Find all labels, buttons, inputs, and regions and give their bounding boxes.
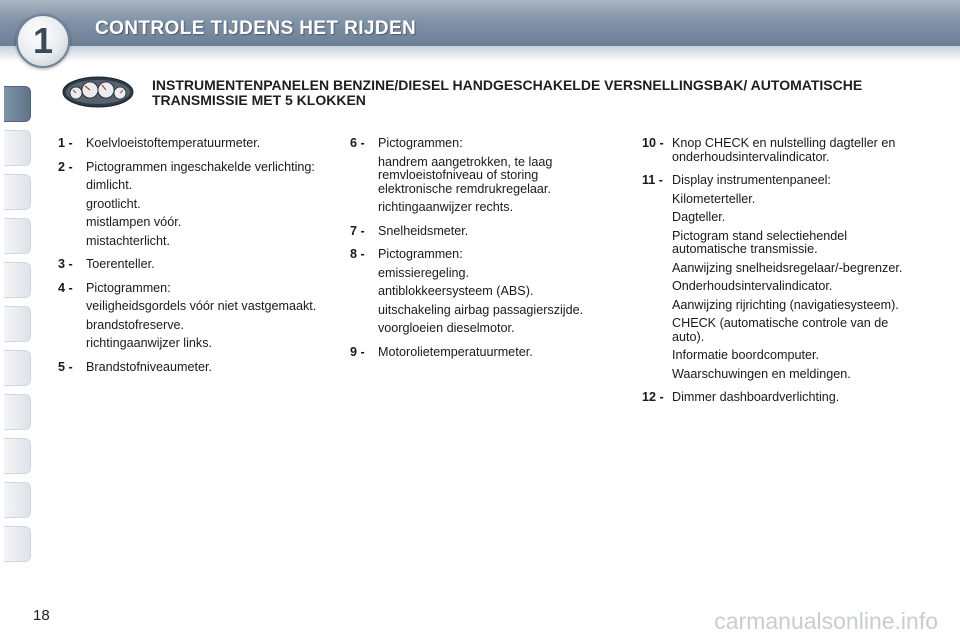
entry-number: 9 - xyxy=(350,344,365,359)
entry-subitem: Pictogram stand selectiehendel automatische transmissie. xyxy=(672,228,848,256)
entry-number: 5 - xyxy=(58,359,73,374)
entry-subitem: dimlicht. xyxy=(86,178,133,192)
entry-subitem: antiblokkeersysteem (ABS). xyxy=(378,284,534,298)
entry-number: 11 - xyxy=(642,173,664,187)
legend-entry xyxy=(642,391,910,405)
entry-subitem: Dagteller. xyxy=(672,210,726,224)
chapter-tab[interactable] xyxy=(4,482,31,518)
entry-subitem: emissieregeling. xyxy=(378,265,469,280)
entry-text: Koelvloeistoftemperatuurmeter. xyxy=(86,136,261,150)
legend-entry xyxy=(58,282,318,351)
chapter-tab[interactable] xyxy=(4,350,31,386)
entry-text: Knop CHECK en nulstelling dagteller en onderhoudsintervalindicator. xyxy=(672,136,896,164)
watermark: carmanualsonline.info xyxy=(714,608,938,634)
chapter-tab-active[interactable] xyxy=(4,86,31,122)
entry-text: Pictogrammen: xyxy=(378,247,463,261)
entry-number: 3 - xyxy=(58,257,73,271)
entry-number: 10 - xyxy=(642,136,664,150)
entry-number: 1 - xyxy=(58,136,73,150)
legend-column-2 xyxy=(350,137,615,369)
chapter-tab[interactable] xyxy=(4,218,31,254)
legend-entry xyxy=(350,346,615,360)
entry-number: 7 - xyxy=(350,223,365,238)
entry-text: Pictogrammen: xyxy=(86,280,171,295)
chapter-tab[interactable] xyxy=(4,174,31,210)
page-title: CONTROLE TIJDENS HET RIJDEN xyxy=(95,18,417,39)
header-shade xyxy=(0,46,960,62)
page-number: 18 xyxy=(33,607,50,624)
entry-subitem: brandstofreserve. xyxy=(86,317,185,332)
entry-subitem: uitschakeling airbag passagierszijde. xyxy=(378,302,584,317)
entry-subitem: veiligheidsgordels vóór niet vastgemaakt. xyxy=(86,299,317,313)
entry-subitem: Onderhoudsintervalindicator. xyxy=(672,279,833,293)
legend-entry xyxy=(642,137,910,164)
legend-column-1 xyxy=(58,137,318,384)
entry-text: Pictogrammen: xyxy=(378,136,463,150)
chapter-tab[interactable] xyxy=(4,262,31,298)
chapter-badge: 1 xyxy=(16,14,70,68)
section-title: INSTRUMENTENPANELEN BENZINE/DIESEL HANDGESCHAKELDE VERSNELLINGSBAK/ AUTOMATISCHE TRANSMISSIE MET 5 KLOKKEN xyxy=(152,77,863,108)
chapter-tab[interactable] xyxy=(4,526,31,562)
legend-entry xyxy=(58,137,318,151)
chapter-tab[interactable] xyxy=(4,438,31,474)
legend-entry xyxy=(350,137,615,215)
legend-entry xyxy=(350,225,615,239)
entry-text: Brandstofniveaumeter. xyxy=(86,359,213,374)
entry-number: 12 - xyxy=(642,390,664,404)
entry-subitem: Aanwijzing snelheidsregelaar/-begrenzer. xyxy=(672,260,903,275)
entry-subitem: mistachterlicht. xyxy=(86,233,170,248)
entry-subitem: richtingaanwijzer rechts. xyxy=(378,200,514,214)
entry-text: Display instrumentenpaneel: xyxy=(672,173,831,187)
legend-column-3 xyxy=(642,137,910,415)
legend-entry xyxy=(350,248,615,336)
legend-entry xyxy=(58,161,318,249)
legend-entry xyxy=(58,258,318,272)
legend-entry xyxy=(642,174,910,381)
entry-text: Dimmer dashboardverlichting. xyxy=(672,390,840,404)
entry-subitem: Waarschuwingen en meldingen. xyxy=(672,366,851,381)
entry-number: 4 - xyxy=(58,280,73,295)
chapter-tab[interactable] xyxy=(4,394,31,430)
entry-text: Pictogrammen ingeschakelde verlichting: xyxy=(86,159,315,174)
chapter-tabs xyxy=(0,62,34,582)
entry-text: Snelheidsmeter. xyxy=(378,223,469,238)
entry-subitem: grootlicht. xyxy=(86,196,141,211)
entry-subitem: Informatie boordcomputer. xyxy=(672,348,820,362)
entry-text: Motorolietemperatuurmeter. xyxy=(378,344,533,359)
entry-subitem: CHECK (automatische controle van de auto). xyxy=(672,316,889,344)
entry-subitem: richtingaanwijzer links. xyxy=(86,336,212,350)
instrument-cluster-icon xyxy=(62,76,134,108)
entry-subitem: handrem aangetrokken, te laag remvloeistofniveau of storing elektronische remdrukregelaar. xyxy=(378,154,553,196)
entry-number: 8 - xyxy=(350,247,365,261)
entry-subitem: Kilometerteller. xyxy=(672,191,756,206)
entry-subitem: voorgloeien dieselmotor. xyxy=(378,321,515,335)
entry-subitem: Aanwijzing rijrichting (navigatiesysteem). xyxy=(672,297,899,312)
legend-entry xyxy=(58,361,318,375)
entry-text: Toerenteller. xyxy=(86,257,155,271)
entry-subitem: mistlampen vóór. xyxy=(86,215,182,229)
entry-number: 2 - xyxy=(58,159,73,174)
entry-number: 6 - xyxy=(350,136,365,150)
chapter-tab[interactable] xyxy=(4,130,31,166)
chapter-tab[interactable] xyxy=(4,306,31,342)
